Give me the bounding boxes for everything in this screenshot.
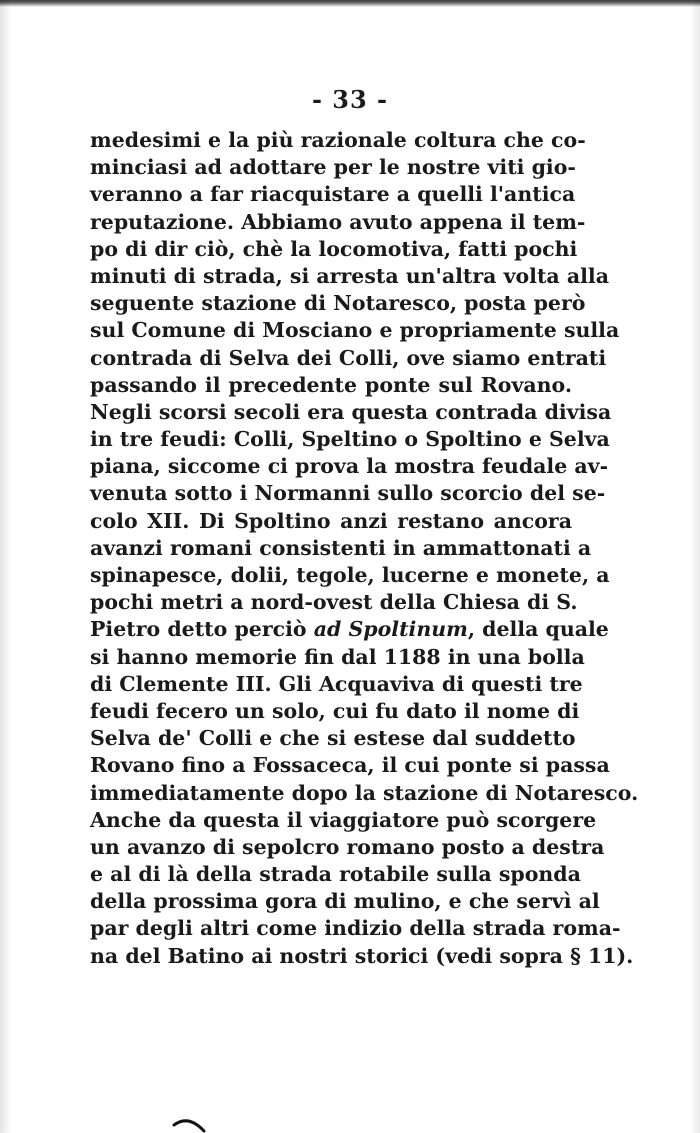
text-line: e al di là della strada rotabile sulla sponda bbox=[90, 862, 581, 887]
text-line: in tre feudi: Colli, Speltino o Spoltino e Selva bbox=[90, 427, 610, 452]
text-line: spinapesce, dolii, tegole, lucerne e monete, a bbox=[90, 563, 610, 587]
text-line: avanzi romani consistenti in ammattonati a bbox=[90, 535, 592, 560]
text-line: minuti di strada, si arresta un'altra volta alla bbox=[90, 263, 609, 288]
text-line: Negli scorsi secoli era questa contrada divisa bbox=[90, 399, 612, 424]
page-number: - 33 - bbox=[311, 85, 389, 114]
text-segment: , della quale bbox=[467, 617, 609, 642]
text-line: della prossima gora di mulino, e che servì al bbox=[90, 889, 600, 914]
text-line: piana, siccome ci prova la mostra feudale av- bbox=[90, 454, 609, 479]
text-line: immediatamente dopo la stazione di Notaresco. bbox=[90, 780, 639, 805]
text-line: di Clemente III. Gli Acquaviva di questi tre bbox=[90, 671, 583, 696]
ink-mark bbox=[172, 1117, 206, 1133]
text-line: si hanno memorie fin dal 1188 in una bolla bbox=[90, 644, 585, 669]
text-line: po di dir ciò, chè la locomotiva, fatti pochi bbox=[90, 236, 578, 261]
text-line: medesimi e la più razionale coltura che co- bbox=[90, 128, 586, 152]
text-line: na del Batino ai nostri storici (vedi sopra § 11). bbox=[90, 943, 634, 968]
italic-phrase: ad Spoltinum bbox=[313, 617, 468, 642]
text-line: sul Comune di Mosciano e propriamente sulla bbox=[90, 318, 620, 343]
text-segment: Pietro detto perciò bbox=[90, 617, 307, 642]
text-line: colo XII. Di Spoltino anzi restano ancora bbox=[90, 508, 572, 533]
text-line bbox=[90, 616, 609, 643]
text-line: par degli altri come indizio della strada roma- bbox=[90, 916, 621, 941]
text-line: passando il precedente ponte sul Rovano. bbox=[90, 372, 572, 397]
text-line: feudi fecero un solo, cui fu dato il nome di bbox=[90, 698, 580, 723]
text-line: minciasi ad adottare per le nostre viti gio- bbox=[90, 155, 576, 180]
text-line: Selva de' Colli e che si estese dal suddetto bbox=[90, 726, 576, 751]
text-line: Rovano fino a Fossaceca, il cui ponte si passa bbox=[90, 753, 610, 778]
text-line: contrada di Selva dei Colli, ove siamo entrati bbox=[90, 345, 607, 370]
text-line: reputazione. Abbiamo avuto appena il tem- bbox=[90, 209, 586, 234]
text-line: un avanzo di sepolcro romano posto a destra bbox=[90, 834, 605, 859]
page-top-edge-shadow bbox=[0, 0, 700, 7]
body-paragraph bbox=[90, 127, 639, 970]
text-line: venuta sotto i Normanni sullo scorcio del se- bbox=[90, 481, 606, 506]
page-right-edge-shadow bbox=[690, 0, 700, 1133]
text-line: veranno a far riacquistare a quelli l'antica bbox=[90, 182, 576, 207]
text-line: seguente stazione di Notaresco, posta però bbox=[90, 291, 586, 316]
page-left-edge-shadow bbox=[0, 0, 12, 1133]
text-line: pochi metri a nord-ovest della Chiesa di S. bbox=[90, 590, 578, 615]
text-line: Anche da questa il viaggiatore può scorgere bbox=[90, 807, 597, 832]
